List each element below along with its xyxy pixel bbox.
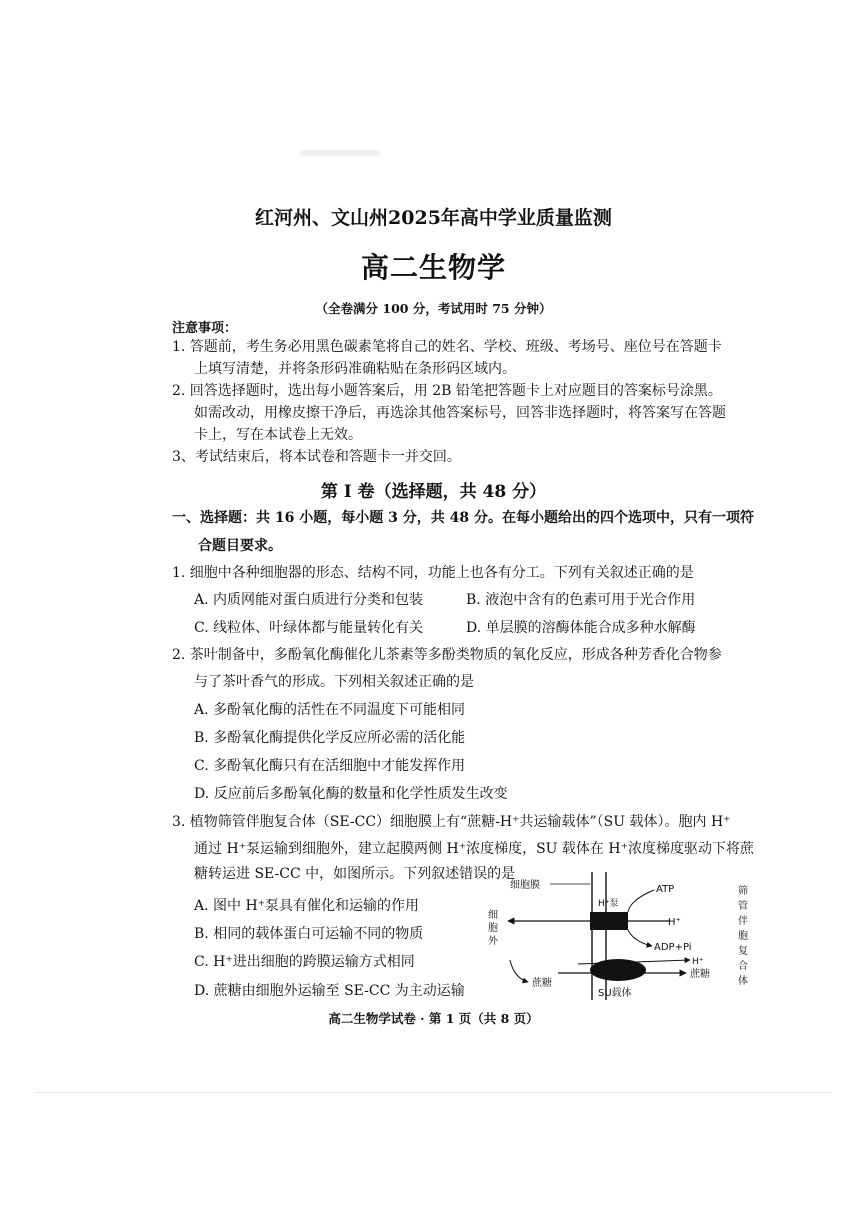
sucrose-outside-label: 蔗糖 [532,978,552,989]
exam-title: 红河州、文山州2025年高中学业质量监测 [255,207,612,229]
secc-char-3: 伴 [738,916,748,927]
option-c: C. 多酚氧化酶只有在活细胞中才能发挥作用 [194,758,466,774]
secc-char-4: 胞 [738,931,748,942]
h-plus-inside-label: H⁺ [668,917,681,928]
adp-arrow [628,930,652,946]
secc-char-2: 管 [738,901,748,912]
notes-heading: 注意事项： [172,321,238,336]
note-line: 3、考试结束后，将本试卷和答题卡一并交回。 [172,449,461,465]
option-b: B. 液泡中含有的色素可用于光合作用 [466,592,696,608]
secc-label [738,884,751,987]
page-divider [36,1092,832,1093]
option-a: A. 多酚氧化酶的活性在不同温度下可能相同 [194,702,466,718]
outside-char-1: 细 [488,910,498,921]
membrane-label: 细胞膜 [510,880,540,891]
outside-to-sucrose-arrow [510,960,528,982]
adp-pi-label: ADP+Pi [654,942,692,953]
note-line: 1. 答题前，考生务必用黑色碳素笔将自己的姓名、学校、班级、考场号、座位号在答题卡 [172,339,722,355]
note-line: 卡上，写在本试卷上无效。 [194,427,362,443]
question-stem: 通过 H⁺泵运输到细胞外，建立起膜两侧 H⁺浓度梯度，SU 载体在 H⁺浓度梯度驱动下将蔗 [194,841,754,857]
subject-title: 高二生物学 [360,251,506,284]
outside-char-3: 外 [488,936,498,947]
page-footer: 高二生物学试卷 · 第 1 页（共 8 页） [328,1011,539,1026]
secc-char-5: 复 [738,946,748,957]
option-d: D. 反应前后多酚氧化酶的数量和化学性质发生改变 [194,786,508,802]
note-line: 2. 回答选择题时，选出每小题答案后，用 2B 铅笔把答题卡上对应题目的答案标号涂黑。 [172,383,722,399]
h-plus-influx-label: H⁺ [692,957,704,967]
option-c: C. H⁺进出细胞的跨膜运输方式相同 [194,954,415,970]
scan-artifact [300,150,380,156]
atp-arrow [628,890,654,912]
membrane-transport-diagram [470,868,770,1008]
secc-char-7: 体 [738,976,748,987]
option-a: A. 图中 H⁺泵具有催化和运输的作用 [194,898,420,914]
section-instruction: 合题目要求。 [198,538,282,554]
option-b: B. 多酚氧化酶提供化学反应所必需的活化能 [194,730,466,746]
note-line: 如需改动，用橡皮擦干净后，再选涂其他答案标号，回答非选择题时，将答案写在答题 [194,405,726,421]
option-c: C. 线粒体、叶绿体都与能量转化有关 [194,620,424,636]
secc-char-1: 筛 [738,886,748,897]
section-title: 第 I 卷（选择题，共 48 分） [320,482,547,502]
question-stem: 3. 植物筛管伴胞复合体（SE-CC）细胞膜上有“蔗糖-H⁺共运输载体”（SU 载体）。胞内 H⁺ [172,814,731,830]
question-stem: 1. 细胞中各种细胞器的形态、结构不同，功能上也各有分工。下列有关叙述正确的是 [172,565,694,581]
note-line: 上填写清楚，并将条形码准确粘贴在条形码区域内。 [194,361,516,377]
option-d: D. 蔗糖由细胞外运输至 SE-CC 为主动运输 [194,983,465,999]
secc-char-6: 合 [738,961,748,972]
option-d: D. 单层膜的溶酶体能合成多种水解酶 [466,620,696,636]
question-stem: 与了茶叶香气的形成。下列相关叙述正确的是 [194,674,474,690]
question-stem: 2. 茶叶制备中，多酚氧化酶催化儿茶素等多酚类物质的氧化反应，形成各种芳香化合物参 [172,647,722,663]
sucrose-inside-label: 蔗糖 [690,969,710,980]
option-b: B. 相同的载体蛋白可运输不同的物质 [194,926,424,942]
su-carrier-label: SU载体 [598,988,632,999]
option-a: A. 内质网能对蛋白质进行分类和包装 [194,592,424,608]
question-stem: 糖转运进 SE-CC 中，如图所示。下列叙述错误的是 [194,866,516,882]
section-instruction: 一、选择题：共 16 小题，每小题 3 分，共 48 分。在每小题给出的四个选项中，只有一项符 [172,510,754,526]
atp-label: ATP [656,884,675,895]
outside-char-2: 胞 [488,923,498,934]
outside-label [488,909,501,947]
exam-info: （全卷满分 100 分，考试用时 75 分钟） [315,301,552,316]
h-pump-label: H⁺泵 [598,899,619,909]
